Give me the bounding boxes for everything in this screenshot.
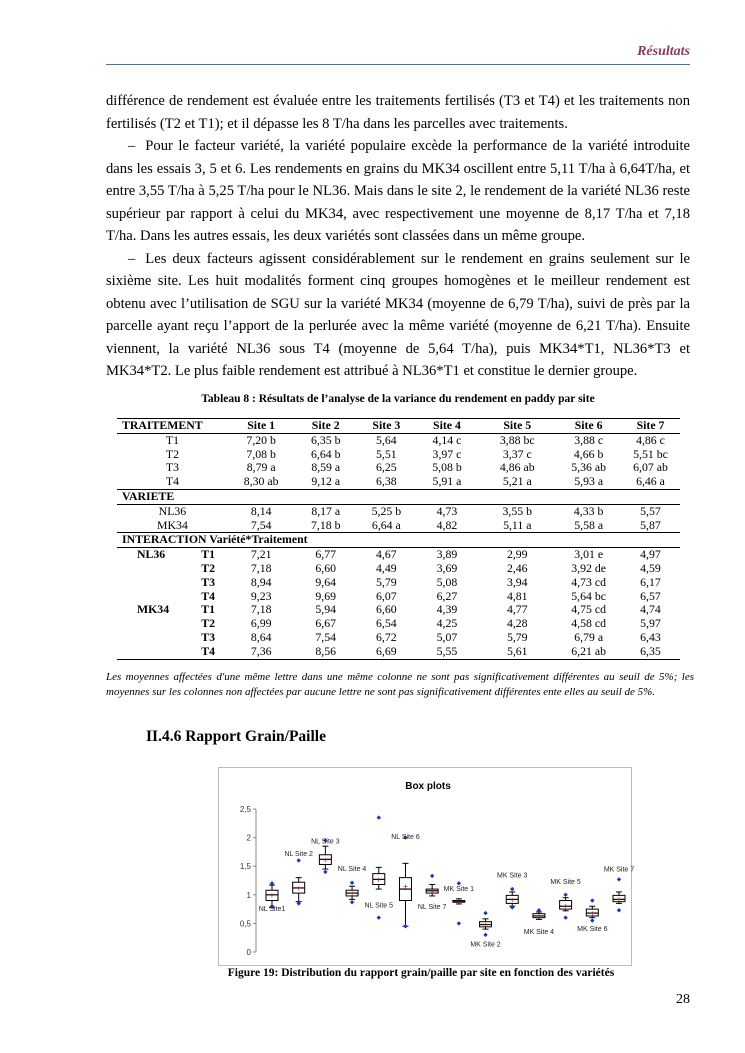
table-cell: 6,69 — [357, 645, 416, 659]
box-series-label: NL Site 4 — [337, 866, 367, 874]
table-cell: 6,07 ab — [633, 460, 668, 475]
table-cell: 8,56 — [294, 645, 357, 659]
table-cell: 6,17 — [640, 574, 661, 589]
box-outlier-point — [483, 911, 487, 915]
table-cell: 7,54 — [250, 517, 272, 532]
table-cell: 3,37 c — [502, 446, 532, 461]
table-cell: 4,28 — [506, 616, 528, 631]
table-cell: 6,64 a — [371, 517, 401, 532]
interaction-label: INTERACTION Variété*Traitement — [117, 533, 680, 548]
variety-label — [117, 590, 189, 604]
table-cell: 6,07 — [376, 588, 397, 603]
table-cell: 9,69 — [315, 588, 337, 603]
table-cell: 4,25 — [436, 616, 458, 631]
figure-caption: Figure 19: Distribution du rapport grain/paille par site en fonction des variétés — [227, 967, 615, 979]
table-cell: 6,60 — [376, 602, 397, 617]
variety-label — [117, 631, 189, 645]
table-cell: 6,67 — [315, 616, 337, 631]
table-row — [117, 645, 680, 659]
table-cell: 7,18 — [250, 560, 272, 575]
table-cell: 4,86 c — [636, 432, 665, 447]
y-tick-label: 0,5 — [239, 919, 251, 929]
variety-label — [117, 576, 189, 590]
table-cell: 4,33 b — [573, 503, 604, 518]
table-cell: 6,57 — [640, 588, 661, 603]
table-cell: 9,64 — [315, 574, 337, 589]
table-row — [117, 562, 680, 576]
box-series-label: NL Site 7 — [417, 903, 447, 911]
table-cell: 4,59 — [640, 560, 661, 575]
box-outlier-point — [296, 858, 300, 862]
treatment-label: T3 — [201, 574, 216, 589]
table-cell: 8,59 a — [311, 460, 341, 475]
boxplot-svg — [219, 768, 635, 965]
treatment-label: T4 — [189, 645, 228, 659]
table-cell: 5,79 — [376, 574, 397, 589]
box-series-label: MK Site 7 — [603, 866, 635, 874]
table-cell: 7,08 b — [246, 446, 276, 461]
table-row — [117, 603, 680, 617]
table-cell: 5,97 — [640, 616, 661, 631]
box-series-label: NL Site1 — [258, 905, 286, 913]
table-cell: 4,66 b — [573, 446, 604, 461]
variety-label — [117, 617, 189, 631]
table-cell: 5,08 b — [432, 460, 462, 475]
table-cell: 4,86 ab — [499, 460, 535, 475]
box-outlier-point — [590, 898, 594, 902]
table-row — [117, 576, 680, 590]
table-cell: 3,69 — [436, 560, 458, 575]
table-cell: 8,17 a — [311, 503, 341, 518]
table-cell: 6,27 — [436, 588, 458, 603]
box-outlier-point — [563, 915, 567, 919]
box-series-label: NL Site 6 — [391, 834, 420, 842]
body-text — [106, 90, 690, 383]
variete-rows — [117, 504, 680, 533]
table-cell: 4,14 c — [432, 432, 462, 447]
table-cell: 5,08 — [436, 574, 458, 589]
table-cell: 5,91 a — [432, 474, 462, 489]
row-label: T3 — [165, 460, 179, 475]
paragraph-3-text: Les deux facteurs agissent considérablement sur le rendement en grains seulement sur le sixième site. Les huit modalités forment cinq groupes homogènes et le meilleur rendement est obtenu avec l’utilisation de SGU sur la variété MK34 (moyenne de 6,79 T/ha), suivi de près par la parcelle ayant reçu l’apport de la perlurée avec la même variété (moyenne de 6,21 T/ha). Ensuite viennent, la variété NL36 sous T4 (moyenne de 5,64 T/ha), puis MK34*T1, NL36*T3 et MK34*T2. Le plus faible rendement est attribué à NL36*T1 et constitue le dernier groupe. — [106, 250, 690, 379]
list-dash: – — [128, 138, 136, 154]
table-cell: 8,79 a — [246, 460, 276, 475]
box-outlier-point — [510, 887, 514, 891]
table-cell: 3,94 — [506, 574, 528, 589]
box-outlier-point — [350, 900, 354, 904]
table-cell: 6,72 — [376, 629, 397, 644]
box-mean-marker: + — [269, 890, 275, 900]
table-cell: 4,74 — [640, 602, 661, 617]
box-outlier-point — [590, 918, 594, 922]
table-cell: 5,64 bc — [571, 588, 607, 603]
table-cell: 5,94 — [315, 602, 337, 617]
y-tick-label: 1 — [246, 890, 251, 900]
box-series-label: NL Site 5 — [364, 902, 394, 910]
y-tick-label: 1,5 — [239, 862, 251, 872]
table-cell: 4,49 — [376, 560, 397, 575]
box-outlier-point — [483, 933, 487, 937]
box-mean-marker: + — [296, 883, 302, 893]
paragraph-2-text: Pour le facteur variété, la variété populaire excède la performance de la variété introduite dans les essais 3, 5 et 6. Les rendements en grains du MK34 oscillent entre 5,11 T/ha à 6,64T/ha, et entre 3,55 T/ha à 5,25 T/ha pour le NL36. Mais dans le site 2, le rendement de la variété NL36 reste supérieur par rapport à celui du MK34, avec respectivement une moyenne de 8,17 T/ha et 7,18 T/ha. Dans les autres essais, les deux variétés sont classées dans un même groupe. — [106, 138, 690, 244]
table-cell: 6,21 ab — [556, 645, 621, 659]
table-cell: 4,77 — [506, 602, 528, 617]
table-cell: 3,01 e — [574, 547, 604, 562]
variety-label: MK34 — [137, 602, 170, 617]
table-cell: 6,79 a — [574, 629, 604, 644]
table-cell: 4,73 — [436, 503, 458, 518]
table-cell: 8,94 — [250, 574, 272, 589]
anova-table — [117, 418, 680, 660]
table-cell: 5,51 bc — [633, 446, 668, 461]
row-label: NL36 — [158, 503, 187, 518]
treatment-label: T1 — [201, 602, 216, 617]
table-cell: 4,75 cd — [571, 602, 607, 617]
box-mean-marker: + — [429, 886, 435, 896]
table-cell: 4,39 — [436, 602, 458, 617]
table-cell: 5,25 b — [371, 503, 402, 518]
table-cell: 9,12 a — [311, 474, 341, 489]
variety-label — [117, 645, 189, 659]
table-cell: 8,64 — [250, 629, 272, 644]
table-cell: 8,30 ab — [243, 474, 279, 489]
table-cell: 6,99 — [250, 616, 272, 631]
page-number: 28 — [676, 992, 690, 1007]
table-cell: 6,35 — [621, 645, 680, 659]
table-cell: 5,11 a — [503, 517, 532, 532]
paragraph-3 — [106, 248, 690, 383]
table-cell: 3,92 de — [571, 560, 607, 575]
header-site-2: Site 2 — [294, 419, 357, 434]
running-header-title: Résultats — [637, 44, 690, 59]
table-cell: 5,58 a — [574, 517, 604, 532]
table-cell: 4,67 — [376, 547, 397, 562]
box-outlier-point — [457, 881, 461, 885]
table-cell: 3,89 — [436, 547, 458, 562]
table-cell: 6,35 b — [310, 432, 341, 447]
box-outlier-point — [323, 870, 327, 874]
header-rule — [106, 64, 690, 65]
box-series-label: MK Site 6 — [577, 926, 608, 934]
table-row — [117, 617, 680, 631]
table-caption: Tableau 8 : Résultats de l’analyse de la variance du rendement en paddy par site — [201, 393, 595, 405]
interaction-rows — [117, 548, 680, 659]
treatment-label: T2 — [201, 560, 216, 575]
table-row — [117, 433, 680, 447]
box-series-label: MK Site 3 — [497, 872, 528, 880]
table-cell: 8,14 — [250, 503, 272, 518]
box-mean-marker: + — [563, 901, 568, 911]
header-site-3: Site 3 — [357, 419, 416, 434]
table-row — [117, 448, 680, 462]
table-cell: 6,60 — [315, 560, 337, 575]
boxplot-chart — [218, 767, 635, 966]
section-title: II.4.6 Rapport Grain/Paille — [146, 728, 326, 745]
chart-title: Box plots — [405, 781, 451, 792]
table-cell: 2,99 — [506, 547, 528, 562]
table-note: Les moyennes affectées d'une même lettre dans une même colonne ne sont pas significativement différentes au seuil de 5%; les moyennes sur les colonnes non affectées par aucune lettre ne sont pas significativement différentes ente elles au seuil de 5%. — [106, 671, 694, 698]
table-cell: 5,93 a — [574, 474, 604, 489]
table-row — [117, 461, 680, 475]
variety-label — [117, 562, 189, 576]
table-cell: 5,07 — [436, 629, 458, 644]
table-cell: 5,61 — [478, 645, 556, 659]
table-cell: 4,81 — [506, 588, 528, 603]
table-cell: 6,25 — [376, 460, 397, 475]
table-cell: 5,55 — [416, 645, 479, 659]
header-traitement: TRAITEMENT — [117, 419, 228, 434]
table-cell: 6,43 — [640, 629, 661, 644]
header-site-7: Site 7 — [621, 419, 680, 434]
box-outlier-point — [377, 815, 381, 819]
box-series-label: NL Site 2 — [284, 850, 313, 858]
table-cell: 5,64 — [376, 432, 397, 447]
variete-section-row — [117, 489, 680, 504]
traitement-rows — [117, 433, 680, 489]
table-cell: 3,55 b — [502, 503, 533, 518]
box-mean-marker: + — [509, 895, 515, 905]
table-cell: 3,97 c — [432, 446, 462, 461]
table-cell: 4,58 cd — [571, 616, 607, 631]
box-outlier-point — [403, 924, 407, 928]
header-site-6: Site 6 — [556, 419, 621, 434]
table-row — [117, 519, 680, 533]
table-row — [117, 590, 680, 604]
list-dash: – — [128, 250, 136, 267]
box-mean-marker: + — [323, 855, 328, 865]
table-cell: 4,97 — [640, 547, 661, 562]
table-cell: 6,77 — [315, 547, 337, 562]
table-cell: 5,79 — [506, 629, 528, 644]
table-row — [117, 548, 680, 562]
table-cell: 7,54 — [315, 629, 337, 644]
table-cell: 2,46 — [506, 560, 528, 575]
table-cell: 5,57 — [640, 503, 661, 518]
table-cell: 5,21 a — [502, 474, 532, 489]
variety-label: NL36 — [137, 547, 166, 562]
table-cell: 9,23 — [250, 588, 272, 603]
box-mean-marker: + — [456, 897, 462, 907]
box-series-label: MK Site 1 — [443, 886, 475, 894]
table-cell: 6,46 a — [636, 474, 665, 489]
box-series-label: MK Site 5 — [550, 879, 581, 887]
table-cell: 7,36 — [228, 645, 295, 659]
interaction-section-row — [117, 533, 680, 548]
table-cell: 6,64 b — [310, 446, 341, 461]
table-header-row — [117, 419, 680, 434]
table-cell: 5,51 — [376, 446, 397, 461]
box-outlier-point — [457, 921, 461, 925]
box-outlier-point — [377, 915, 381, 919]
header-site-5: Site 5 — [478, 419, 556, 434]
table-cell: 4,73 cd — [571, 574, 607, 589]
table-row — [117, 475, 680, 489]
table-cell: 4,82 — [436, 517, 458, 532]
box-mean-marker: + — [536, 911, 542, 921]
box-series-label: NL Site 3 — [311, 838, 340, 846]
table-cell: 5,36 ab — [571, 460, 607, 475]
box-mean-marker: + — [349, 889, 355, 899]
table-cell: 6,54 — [376, 616, 397, 631]
table-cell: 7,18 b — [310, 517, 341, 532]
box-series-label: MK Site 4 — [523, 928, 555, 936]
box-outlier-point — [617, 877, 621, 881]
treatment-label: T1 — [201, 547, 216, 562]
table-cell: 3,88 c — [574, 432, 604, 447]
table-cell: 5,87 — [640, 517, 661, 532]
y-tick-label: 0 — [246, 948, 251, 957]
variete-label: VARIETE — [117, 489, 680, 504]
box-outlier-point — [617, 908, 621, 912]
box-mean-marker: + — [483, 920, 488, 930]
box-outlier-point — [430, 874, 434, 878]
y-tick-label: 2 — [246, 833, 251, 843]
box-mean-marker: + — [589, 909, 595, 919]
box-outlier-point — [350, 881, 354, 885]
box-mean-marker: + — [403, 882, 408, 892]
box-outlier-point — [563, 893, 567, 897]
y-tick-label: 2,5 — [239, 805, 251, 814]
paragraph-1: différence de rendement est évaluée entre les traitements fertilisés (T3 et T4) et les traitements non fertilisés (T2 et T1); et il dépasse les 8 T/ha dans les parcelles avec traitements. — [106, 93, 690, 132]
box-series-label: MK Site 2 — [470, 941, 501, 949]
table-row — [117, 631, 680, 645]
header-site-4: Site 4 — [416, 419, 479, 434]
row-label: MK34 — [157, 517, 188, 532]
row-label: T4 — [165, 474, 179, 489]
box-mean-marker: + — [376, 875, 382, 885]
table-cell: 3,88 bc — [499, 432, 535, 447]
table-cell: 6,38 — [376, 474, 397, 489]
treatment-label: T2 — [201, 616, 216, 631]
box-mean-marker: + — [616, 894, 622, 904]
row-label: T2 — [165, 446, 179, 461]
treatment-label: T4 — [201, 588, 216, 603]
table-cell: 7,20 b — [246, 432, 276, 447]
treatment-label: T3 — [201, 629, 216, 644]
table-cell: 7,21 — [250, 547, 272, 562]
paragraph-2 — [106, 135, 690, 248]
table-cell: 7,18 — [250, 602, 272, 617]
table-row — [117, 504, 680, 518]
row-label: T1 — [165, 432, 179, 447]
header-site-1: Site 1 — [228, 419, 295, 434]
